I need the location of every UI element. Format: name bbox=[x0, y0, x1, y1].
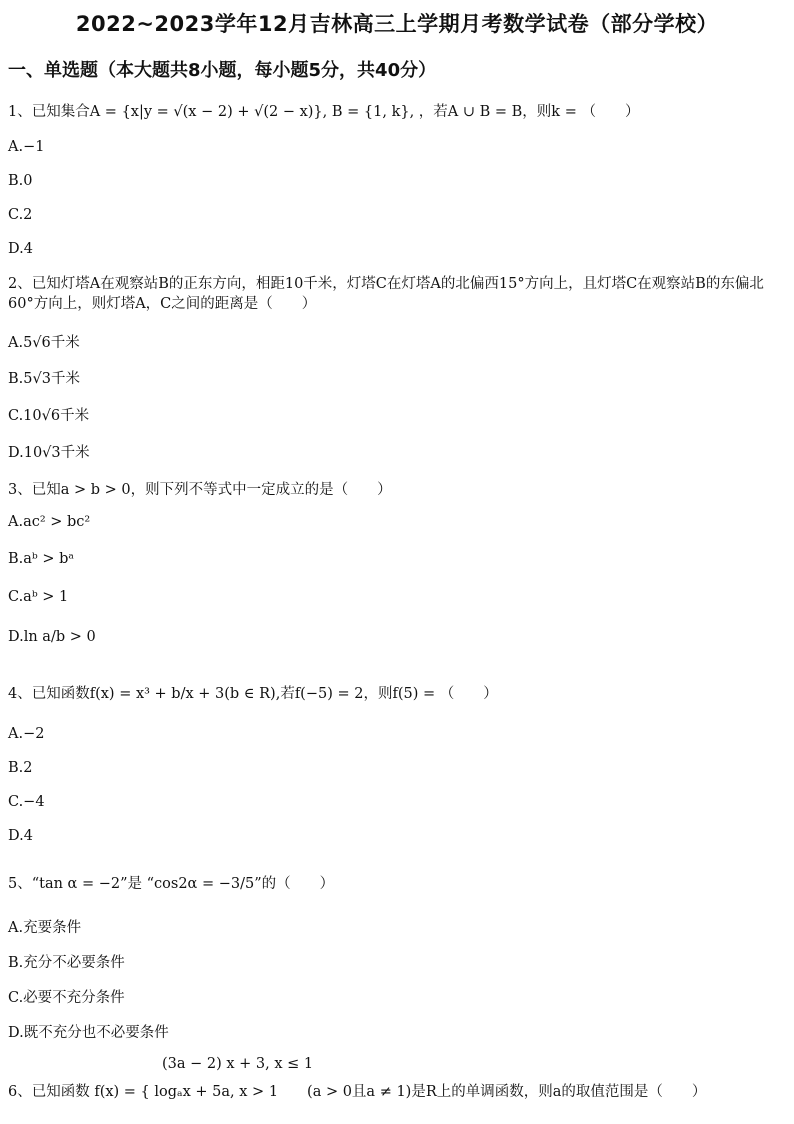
question-5-stem: 5、“tan α = −2”是 “cos2α = −3/5”的（ ） bbox=[8, 876, 335, 892]
question-3-option-b: B.aᵇ > bᵃ bbox=[8, 551, 74, 567]
question-4-option-b: B.2 bbox=[8, 760, 33, 776]
question-3-stem: 3、已知a > b > 0，则下列不等式中一定成立的是（ ） bbox=[8, 482, 392, 498]
question-1-option-c: C.2 bbox=[8, 207, 33, 223]
page-title: 2022~2023学年12月吉林高三上学期月考数学试卷（部分学校） bbox=[75, 12, 719, 36]
question-4-stem: 4、已知函数f(x) = x³ + b/x + 3(b ∈ R),若f(−5) = 2，则f(5) = （ ） bbox=[8, 686, 498, 702]
question-4-option-d: D.4 bbox=[8, 828, 33, 844]
question-1-option-b: B.0 bbox=[8, 173, 33, 189]
question-3-option-c: C.aᵇ > 1 bbox=[8, 589, 69, 605]
question-5-option-b: B.充分不必要条件 bbox=[8, 955, 125, 971]
question-1-option-a: A.−1 bbox=[8, 139, 45, 155]
question-2-option-c: C.10√6千米 bbox=[8, 408, 90, 424]
question-2-option-a: A.5√6千米 bbox=[8, 335, 80, 351]
question-5-option-a: A.充要条件 bbox=[8, 920, 82, 936]
question-1-option-d: D.4 bbox=[8, 241, 33, 257]
question-4-option-a: A.−2 bbox=[8, 726, 45, 742]
question-2-option-b: B.5√3千米 bbox=[8, 371, 80, 387]
question-1-stem: 1、已知集合A = {x|y = √(x − 2) + √(2 − x)}, B = {1, k}, ，若A ∪ B = B，则k = （ ） bbox=[8, 104, 640, 120]
question-3-option-d: D.ln a/b > 0 bbox=[8, 629, 96, 645]
question-5-option-c: C.必要不充分条件 bbox=[8, 990, 125, 1006]
question-5-option-d: D.既不充分也不必要条件 bbox=[8, 1025, 169, 1041]
question-2-option-d: D.10√3千米 bbox=[8, 445, 90, 461]
question-3-option-a: A.ac² > bc² bbox=[8, 514, 91, 530]
question-6-stem: 6、已知函数 f(x) = { logₐx + 5a, x > 1 (a > 0且a ≠ 1)是R上的单调函数，则a的取值范围是（ ） bbox=[8, 1084, 707, 1100]
question-6-piecewise-top: (3a − 2) x + 3, x ≤ 1 bbox=[162, 1056, 314, 1072]
section-heading: 一、单选题（本大题共8小题，每小题5分，共40分） bbox=[8, 60, 437, 81]
question-4-option-c: C.−4 bbox=[8, 794, 45, 810]
question-2-stem: 2、已知灯塔A在观察站B的正东方向，相距10千米，灯塔C在灯塔A的北偏西15°方向上，且灯塔C在观察站B的东偏北60°方向上，则灯塔A，C之间的距离是（ ） bbox=[8, 276, 764, 312]
